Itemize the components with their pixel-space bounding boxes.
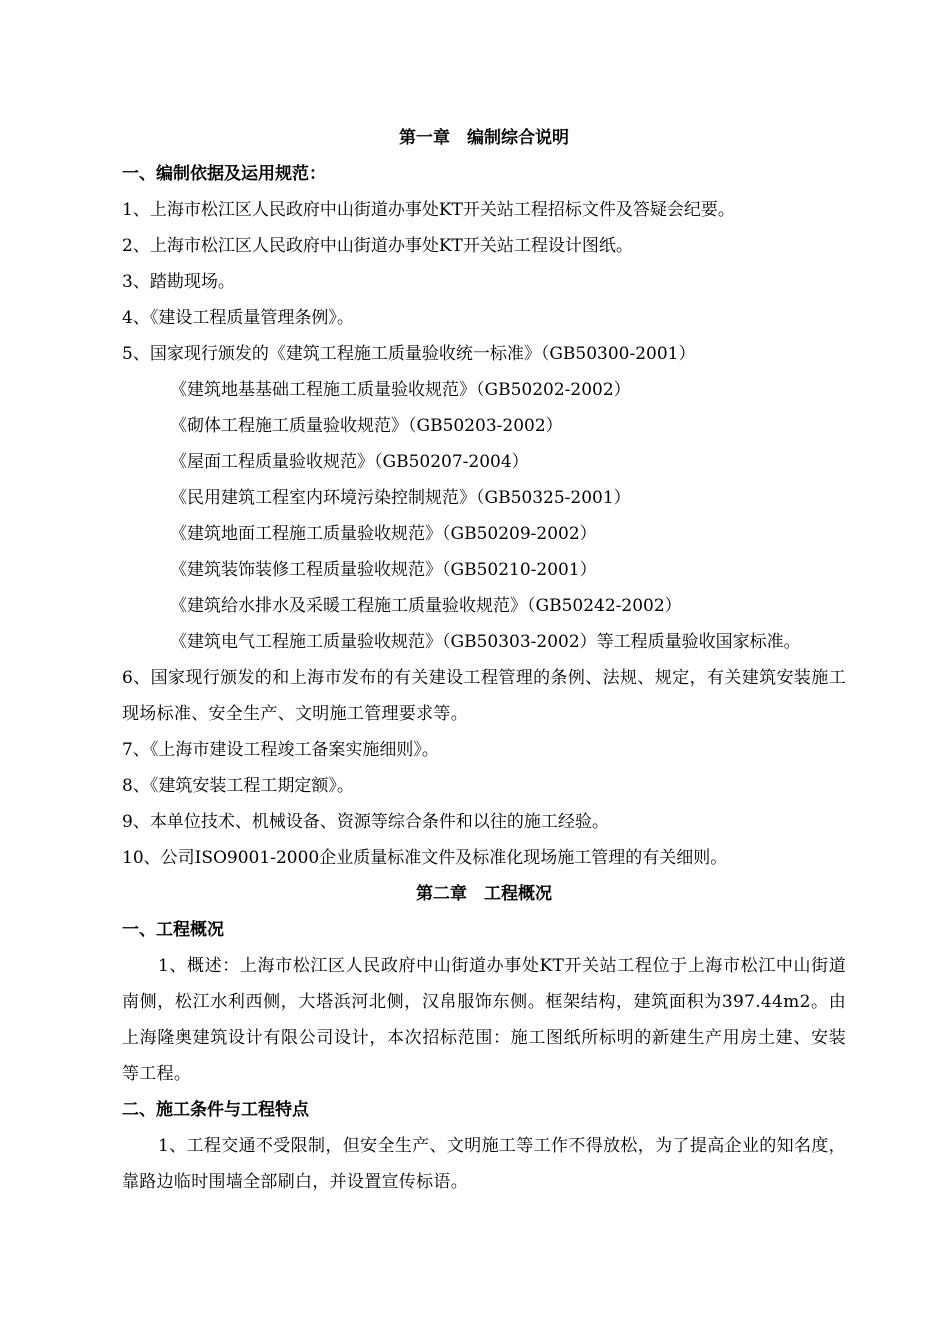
chapter-1-title: 第一章 编制综合说明 [399, 128, 569, 148]
basis-item-5: 5、国家现行颁发的《建筑工程施工质量验收统一标准》（GB50300-2001） [122, 344, 696, 364]
section-overview-title: 一、工程概况 [122, 920, 224, 940]
basis-item-2: 2、上海市松江区人民政府中山街道办事处KT开关站工程设计图纸。 [122, 236, 633, 256]
chapter-2-title: 第二章 工程概况 [416, 884, 552, 904]
standard-item: 《建筑地基基础工程施工质量验收规范》（GB50202-2002） [170, 380, 631, 400]
conditions-paragraph: 1、工程交通不受限制，但安全生产、文明施工等工作不得放松，为了提高企业的知名度，靠路边临时围墙全部刷白，并设置宣传标语。 [122, 1136, 846, 1192]
document-page [122, 120, 846, 1200]
basis-item-8: 8、《建筑安装工程工期定额》。 [122, 776, 354, 796]
standard-item: 《屋面工程质量验收规范》（GB50207-2004） [170, 452, 529, 472]
basis-item-3: 3、踏勘现场。 [122, 272, 235, 292]
basis-item-9: 9、本单位技术、机械设备、资源等综合条件和以往的施工经验。 [122, 812, 609, 832]
basis-item-4: 4、《建设工程质量管理条例》。 [122, 308, 354, 328]
section-basis-title: 一、编制依据及运用规范： [122, 164, 326, 184]
standard-item: 《建筑给水排水及采暖工程施工质量验收规范》（GB50242-2002） [170, 596, 682, 616]
standard-item: 《建筑地面工程施工质量验收规范》（GB50209-2002） [170, 524, 597, 544]
standard-item: 《民用建筑工程室内环境污染控制规范》（GB50325-2001） [170, 488, 631, 508]
section-conditions-title: 二、施工条件与工程特点 [122, 1100, 309, 1120]
basis-item-7: 7、《上海市建设工程竣工备案实施细则》。 [122, 740, 439, 760]
overview-paragraph: 1、概述：上海市松江区人民政府中山街道办事处KT开关站工程位于上海市松江中山街道南侧，松江水利西侧，大塔浜河北侧，汉帛服饰东侧。框架结构，建筑面积为397.44m2。由上海隆奥建筑设计有限公司设计，本次招标范围：施工图纸所标明的新建生产用房土建、安装等工程。 [122, 956, 846, 1084]
basis-item-1: 1、上海市松江区人民政府中山街道办事处KT开关站工程招标文件及答疑会纪要。 [122, 200, 735, 220]
basis-item-6: 6、国家现行颁发的和上海市发布的有关建设工程管理的条例、法规、规定，有关建筑安装施工现场标准、安全生产、文明施工管理要求等。 [122, 668, 846, 724]
standard-item: 《砌体工程施工质量验收规范》（GB50203-2002） [170, 416, 563, 436]
standard-item: 《建筑装饰装修工程质量验收规范》（GB50210-2001） [170, 560, 597, 580]
standard-item: 《建筑电气工程施工质量验收规范》（GB50303-2002）等工程质量验收国家标准。 [170, 632, 801, 652]
basis-item-10: 10、公司ISO9001-2000企业质量标准文件及标准化现场施工管理的有关细则。 [122, 848, 728, 868]
